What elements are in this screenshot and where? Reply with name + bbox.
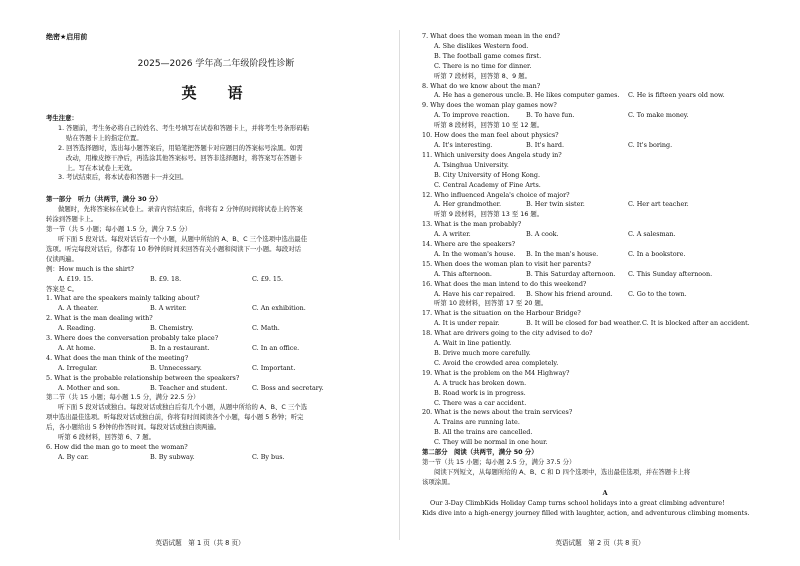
question-block [46, 294, 386, 314]
option-c: C. There is no time for dinner. [434, 61, 532, 70]
sec1-desc: 听下面 5 段对话。每段对话后有一个小题，从题中所给的 A、B、C 三个选项中选出最佳 [58, 234, 308, 243]
question-options [422, 141, 788, 151]
question-options [422, 91, 788, 101]
option-c: C. Boss and secretary. [252, 383, 324, 392]
listen-instruction: 听第 10 段材料，回答第 17 至 20 题。 [434, 299, 548, 308]
option-b: B. £9. 18. [150, 274, 182, 283]
confidential-label: 绝密★启用前 [46, 33, 88, 41]
option-b: B. Chemistry. [150, 324, 194, 333]
question-text: 6. How did the man go to meet the woman? [46, 443, 188, 451]
question-text: 13. What is the man probably? [422, 220, 522, 229]
sec2-header: 第二节（共 15 小题；每小题 1.5 分，满分 22.5 分） [46, 393, 200, 402]
notice-line: 3. 考试结束后，将本试卷和答题卡一并交回。 [58, 173, 188, 182]
sec2-desc: 项中选出最佳选项。听每段对话或独白前，你将有时间阅读各个小题，每小题 5 秒钟；听完 [46, 413, 304, 422]
sec2-desc: 听下面 5 段对话或独白。每段对话或独白后有几个小题，从题中所给的 A、B、C 三个选 [58, 403, 308, 412]
notice-header: 考生注意： [46, 114, 78, 122]
question-options [422, 290, 788, 300]
option-b: B. Teacher and student. [150, 383, 228, 392]
part2-desc: 该项涂黑。 [422, 477, 454, 486]
option-a: A. Wait in line patiently. [434, 339, 512, 348]
question-options [46, 384, 386, 394]
option-c: C. A salesman. [628, 230, 676, 239]
question-text: 17. What is the situation on the Harbour Bridge? [422, 309, 581, 318]
option-c: C. In an office. [252, 343, 300, 352]
subject-title: 英 语 [181, 84, 251, 102]
option-b: B. A cook. [526, 230, 559, 239]
option-b: B. He likes computer games. [526, 91, 620, 100]
listen-instruction: 听第 9 段材料，回答第 13 至 16 题。 [434, 210, 544, 219]
page-two [400, 0, 800, 566]
option-c: C. Math. [252, 324, 280, 333]
passage-label: A [602, 488, 608, 497]
question-text: 7. What does the woman mean in the end? [422, 32, 560, 40]
sec2-desc: 后，各小题给出 5 秒钟的作答时间。每段对话或独白读两遍。 [46, 423, 221, 432]
question-options [46, 344, 386, 354]
question-text: 19. What is the problem on the M4 Highway? [422, 368, 570, 377]
option-a: A. Have his car repaired. [434, 289, 516, 298]
option-c: C. Central Academy of Fine Arts. [434, 180, 541, 189]
question-text: 4. What does the man think of the meeting? [46, 353, 189, 362]
option-a: A. To improve reaction. [434, 111, 510, 120]
sec1-desc: 选项。听完每段对话后，你都有 10 秒钟的时间来回答有关小题和阅读下一小题。每段对话 [46, 244, 302, 253]
example-options [46, 275, 386, 285]
option-a: A. By car. [58, 452, 89, 461]
question-text: 3. Where does the conversation probably take place? [46, 334, 219, 343]
question-text: 10. How does the man feel about physics? [422, 131, 559, 140]
option-b: B. Road work is in progress. [434, 388, 526, 397]
question-text: 18. What are drivers going to the city advised to do? [422, 329, 593, 338]
question-options [422, 250, 788, 260]
option-a: A. It's interesting. [434, 140, 493, 149]
question-text: 1. What are the speakers mainly talking about? [46, 294, 200, 303]
option-a: A. A theater. [58, 304, 99, 313]
question-options [422, 200, 788, 210]
question-text: 5. What is the probable relationship between the speakers? [46, 373, 240, 382]
question-options [46, 453, 386, 463]
option-b: B. City University of Hong Kong. [434, 170, 541, 179]
option-a: A. Reading. [58, 324, 96, 333]
question-block [46, 443, 386, 463]
option-b: B. This Saturday afternoon. [526, 269, 616, 278]
part2-sec1: 第一节（共 15 小题；每小题 2.5 分，满分 37.5 分） [422, 457, 576, 466]
option-a: A. £19. 15. [58, 274, 94, 283]
listen-instruction: 听第 6 段材料，回答第 6、7 题。 [58, 433, 156, 442]
part2-header: 第二部分 阅读（共两节，满分 50 分） [422, 448, 538, 457]
option-a: A. A truck has broken down. [434, 378, 527, 387]
part1-header: 第一部分 听力（共两节，满分 30 分） [46, 195, 162, 204]
question-text: 2. What is the man dealing with? [46, 314, 153, 323]
option-c: C. This Sunday afternoon. [628, 269, 713, 278]
exam-title: 2025—2026 学年高二年级阶段性诊断 [137, 59, 295, 69]
option-c: C. Her art teacher. [628, 200, 689, 209]
question-text: 20. What is the news about the train services? [422, 408, 573, 417]
question-text: 9. Why does the woman play games now? [422, 101, 557, 110]
question-block [46, 374, 386, 394]
option-c: C. They will be normal in one hour. [434, 438, 548, 447]
option-c: C. £9. 15. [252, 274, 284, 283]
option-c: C. He is fifteen years old now. [628, 91, 725, 100]
option-a: A. Trains are running late. [434, 418, 520, 427]
option-a: A. He has a generous uncle. [434, 91, 525, 100]
notice-line: 1. 答题前，考生务必将自己的姓名、考生号填写在试卷和答题卡上，并将考生号条形码粘 [58, 123, 309, 132]
page-footer: 英语试题 第 1 页（共 8 页） [155, 539, 245, 547]
listen-instruction: 听第 7 段材料，回答第 8、9 题。 [434, 71, 532, 80]
option-c: C. It is blocked after an accident. [642, 319, 750, 328]
option-b: B. A writer. [150, 304, 187, 313]
option-b: B. In the man's house. [526, 249, 599, 258]
option-b: B. To have fun. [526, 111, 575, 120]
part1-desc: 转涂到答题卡上。 [46, 215, 98, 224]
notice-line: 改动，用橡皮擦干净后，再选涂其他答案标号。回答非选择题时，将答案写在答题卡 [66, 153, 303, 162]
option-b: B. It's hard. [526, 140, 565, 149]
option-c: C. An exhibition. [252, 304, 306, 313]
sec1-header: 第一节（共 5 小题；每小题 1.5 分，满分 7.5 分） [46, 225, 192, 234]
option-b: B. Drive much more carefully. [434, 349, 531, 357]
option-c: C. Important. [252, 363, 296, 372]
option-c: C. Avoid the crowded area completely. [434, 358, 559, 367]
example-answer: 答案是 C。 [46, 284, 79, 293]
sec1-desc: 仅读两遍。 [46, 254, 78, 263]
option-a: A. Mother and son. [58, 383, 120, 392]
question-options [422, 270, 788, 280]
option-a: A. This afternoon. [434, 269, 492, 278]
option-a: A. She dislikes Western food. [434, 41, 529, 50]
option-b: B. All the trains are cancelled. [434, 428, 533, 437]
option-b: B. Show his friend around. [526, 289, 613, 298]
question-text: 14. Where are the speakers? [422, 240, 516, 249]
option-b: B. By subway. [150, 452, 195, 461]
passage-line: Kids dive into a high-energy journey filled with laughter, action, and adventurous climbing moments. [422, 508, 750, 517]
question-options [46, 324, 386, 334]
passage-line: Our 3-Day ClimbKids Holiday Camp turns school holidays into a great climbing adventure! [430, 498, 725, 507]
option-a: A. It is under repair. [434, 319, 500, 328]
option-b: B. Her twin sister. [526, 200, 585, 209]
option-c: C. It's boring. [628, 140, 673, 149]
example-question: 例：How much is the shirt? [46, 264, 134, 273]
option-c: C. By bus. [252, 452, 285, 461]
question-block [46, 354, 386, 374]
option-c: C. There was a car accident. [434, 398, 527, 407]
option-a: A. In the woman's house. [434, 249, 516, 258]
option-b: B. It will be closed for bad weather. [526, 319, 642, 328]
listen-instruction: 听第 8 段材料，回答第 10 至 12 题。 [434, 121, 544, 130]
option-b: B. Unnecessary. [150, 363, 202, 372]
question-block [46, 314, 386, 334]
part2-desc: 阅读下列短文，从每题所给的 A、B、C 和 D 四个选项中，选出最佳选项，并在答题卡上将 [434, 467, 691, 476]
question-text: 12. Who influenced Angela's choice of major? [422, 190, 570, 199]
question-options [422, 111, 788, 121]
notice-line: 2. 回答选择题时，选出每小题答案后，用铅笔把答题卡对应题目的答案标号涂黑。如需 [58, 143, 303, 152]
part1-desc: 做题时，先将答案标在试卷上。录音内容结束后，你将有 2 分钟的时间将试卷上的答案 [58, 205, 303, 214]
page-footer: 英语试题 第 2 页（共 8 页） [555, 539, 645, 547]
option-b: B. In a restaurant. [150, 343, 210, 352]
question-text: 11. Which university does Angela study in? [422, 150, 562, 159]
question-options [422, 319, 788, 329]
question-block [46, 334, 386, 354]
notice-line: 上。写在本试卷上无效。 [66, 163, 137, 172]
option-a: A. Her grandmother. [434, 200, 502, 209]
option-a: A. Tsinghua University. [434, 160, 509, 169]
option-a: A. Irregular. [58, 363, 98, 372]
question-options [422, 230, 788, 240]
question-text: 15. When does the woman plan to visit her parents? [422, 259, 591, 268]
question-text: 16. What does the man intend to do this weekend? [422, 279, 587, 288]
question-text: 8. What do we know about the man? [422, 81, 541, 90]
option-a: A. At home. [58, 343, 96, 352]
option-c: C. Go to the town. [628, 289, 687, 298]
question-options [46, 304, 386, 314]
question-options [46, 364, 386, 374]
notice-line: 贴在答题卡上的指定位置。 [66, 133, 143, 142]
option-a: A. A writer. [434, 230, 471, 239]
option-b: B. The football game comes first. [434, 51, 542, 60]
option-c: C. To make money. [628, 111, 689, 120]
option-c: C. In a bookstore. [628, 249, 686, 258]
